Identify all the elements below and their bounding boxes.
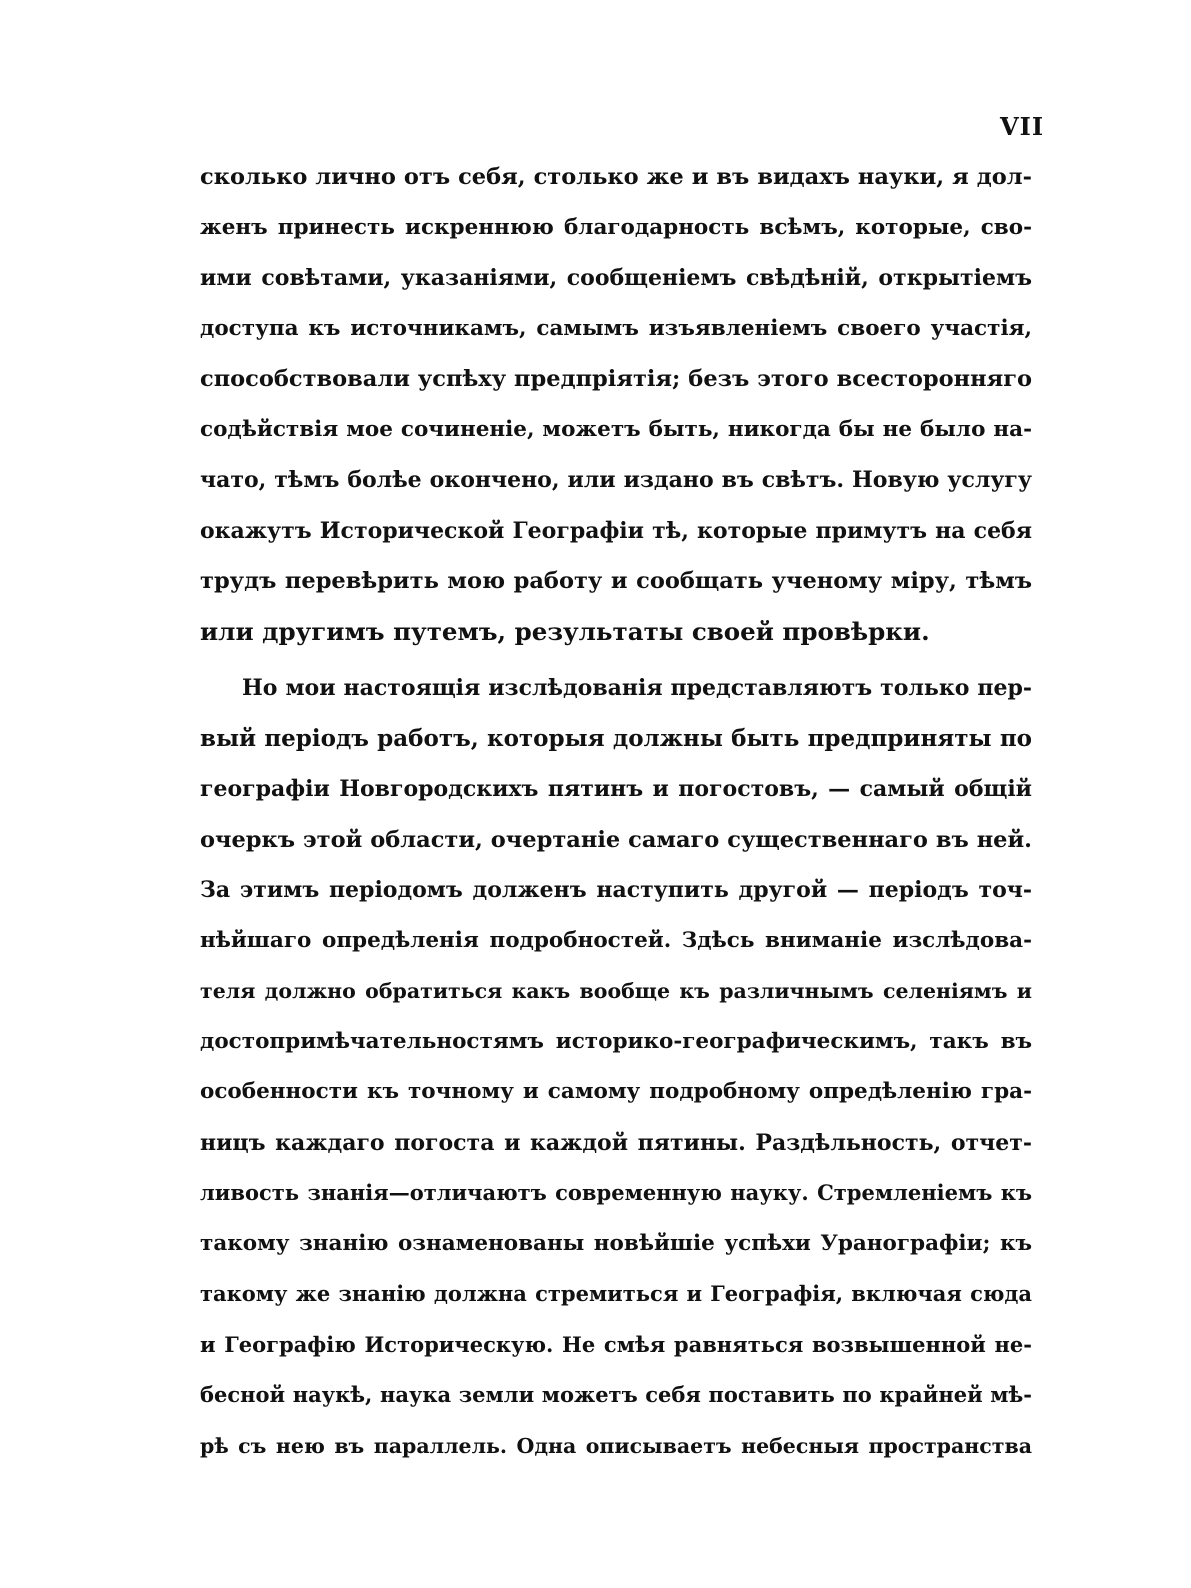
text-line: доступа къ источникамъ, самымъ изъявленіемъ своего участія, — [200, 315, 1032, 341]
text-line: ницъ каждаго погоста и каждой пятины. Раздѣльность, отчет- — [200, 1129, 1032, 1156]
text-line: и Географію Историческую. Не смѣя равняться возвышенной не- — [200, 1331, 1032, 1357]
text-line: вый періодъ работъ, которыя должны быть предприняты по — [200, 724, 1032, 752]
text-line: За этимъ періодомъ долженъ наступить другой — періодъ точ- — [200, 877, 1032, 903]
text-line: чато, тѣмъ болѣе окончено, или издано въ свѣтъ. Новую услугу — [200, 467, 1032, 493]
paragraph-2 — [200, 663, 1032, 1471]
text-line: ливость знанія—отличаютъ современную науку. Стремленіемъ къ — [200, 1180, 1032, 1205]
text-line: такому знанію ознаменованы новѣйшіе успѣхи Уранографіи; къ — [200, 1230, 1032, 1256]
text-line: содѣйствія мое сочиненіе, можетъ быть, никогда бы не было на- — [200, 416, 1032, 442]
paragraph-1 — [200, 152, 1032, 657]
text-line: нѣйшаго опредѣленія подробностей. Здѣсь вниманіе изслѣдова- — [200, 927, 1032, 953]
text-line: такому же знанію должна стремиться и Географія, включая сюда — [200, 1281, 1032, 1306]
text-line: особенности къ точному и самому подробному опредѣленію гра- — [200, 1079, 1032, 1104]
text-line: женъ принесть искреннюю благодарность всѣмъ, которые, сво- — [200, 214, 1032, 240]
text-line: трудъ перевѣрить мою работу и сообщать ученому міру, тѣмъ — [200, 568, 1032, 594]
text-line: очеркъ этой области, очертаніе самаго существеннаго въ ней. — [200, 826, 1032, 853]
text-line: сколько лично отъ себя, столько же и въ видахъ науки, я дол- — [200, 164, 1032, 190]
text-line: географіи Новгородскихъ пятинъ и погостовъ, — самый общій — [200, 776, 1032, 802]
text-line: рѣ съ нею въ параллель. Одна описываетъ небесныя пространства — [200, 1433, 1032, 1458]
text-line: окажутъ Исторической Географіи тѣ, которые примутъ на себя — [200, 517, 1032, 544]
text-line: способствовали успѣху предпріятія; безъ этого всесторонняго — [200, 366, 1032, 392]
text-line: достопримѣчательностямъ историко-географическимъ, такъ въ — [200, 1028, 1032, 1054]
text-line: ими совѣтами, указаніями, сообщеніемъ свѣдѣній, открытіемъ — [200, 265, 1032, 291]
text-line: или другимъ путемъ, результаты своей провѣрки. — [200, 616, 930, 646]
text-line: Но мои настоящія изслѣдованія представляютъ только пер- — [242, 675, 1032, 701]
text-line: бесной наукѣ, наука земли можетъ себя поставить по крайней мѣ- — [200, 1382, 1032, 1407]
page-number: VII — [1000, 112, 1045, 141]
text-line: теля должно обратиться какъ вообще къ различнымъ селеніямъ и — [200, 979, 1032, 1003]
